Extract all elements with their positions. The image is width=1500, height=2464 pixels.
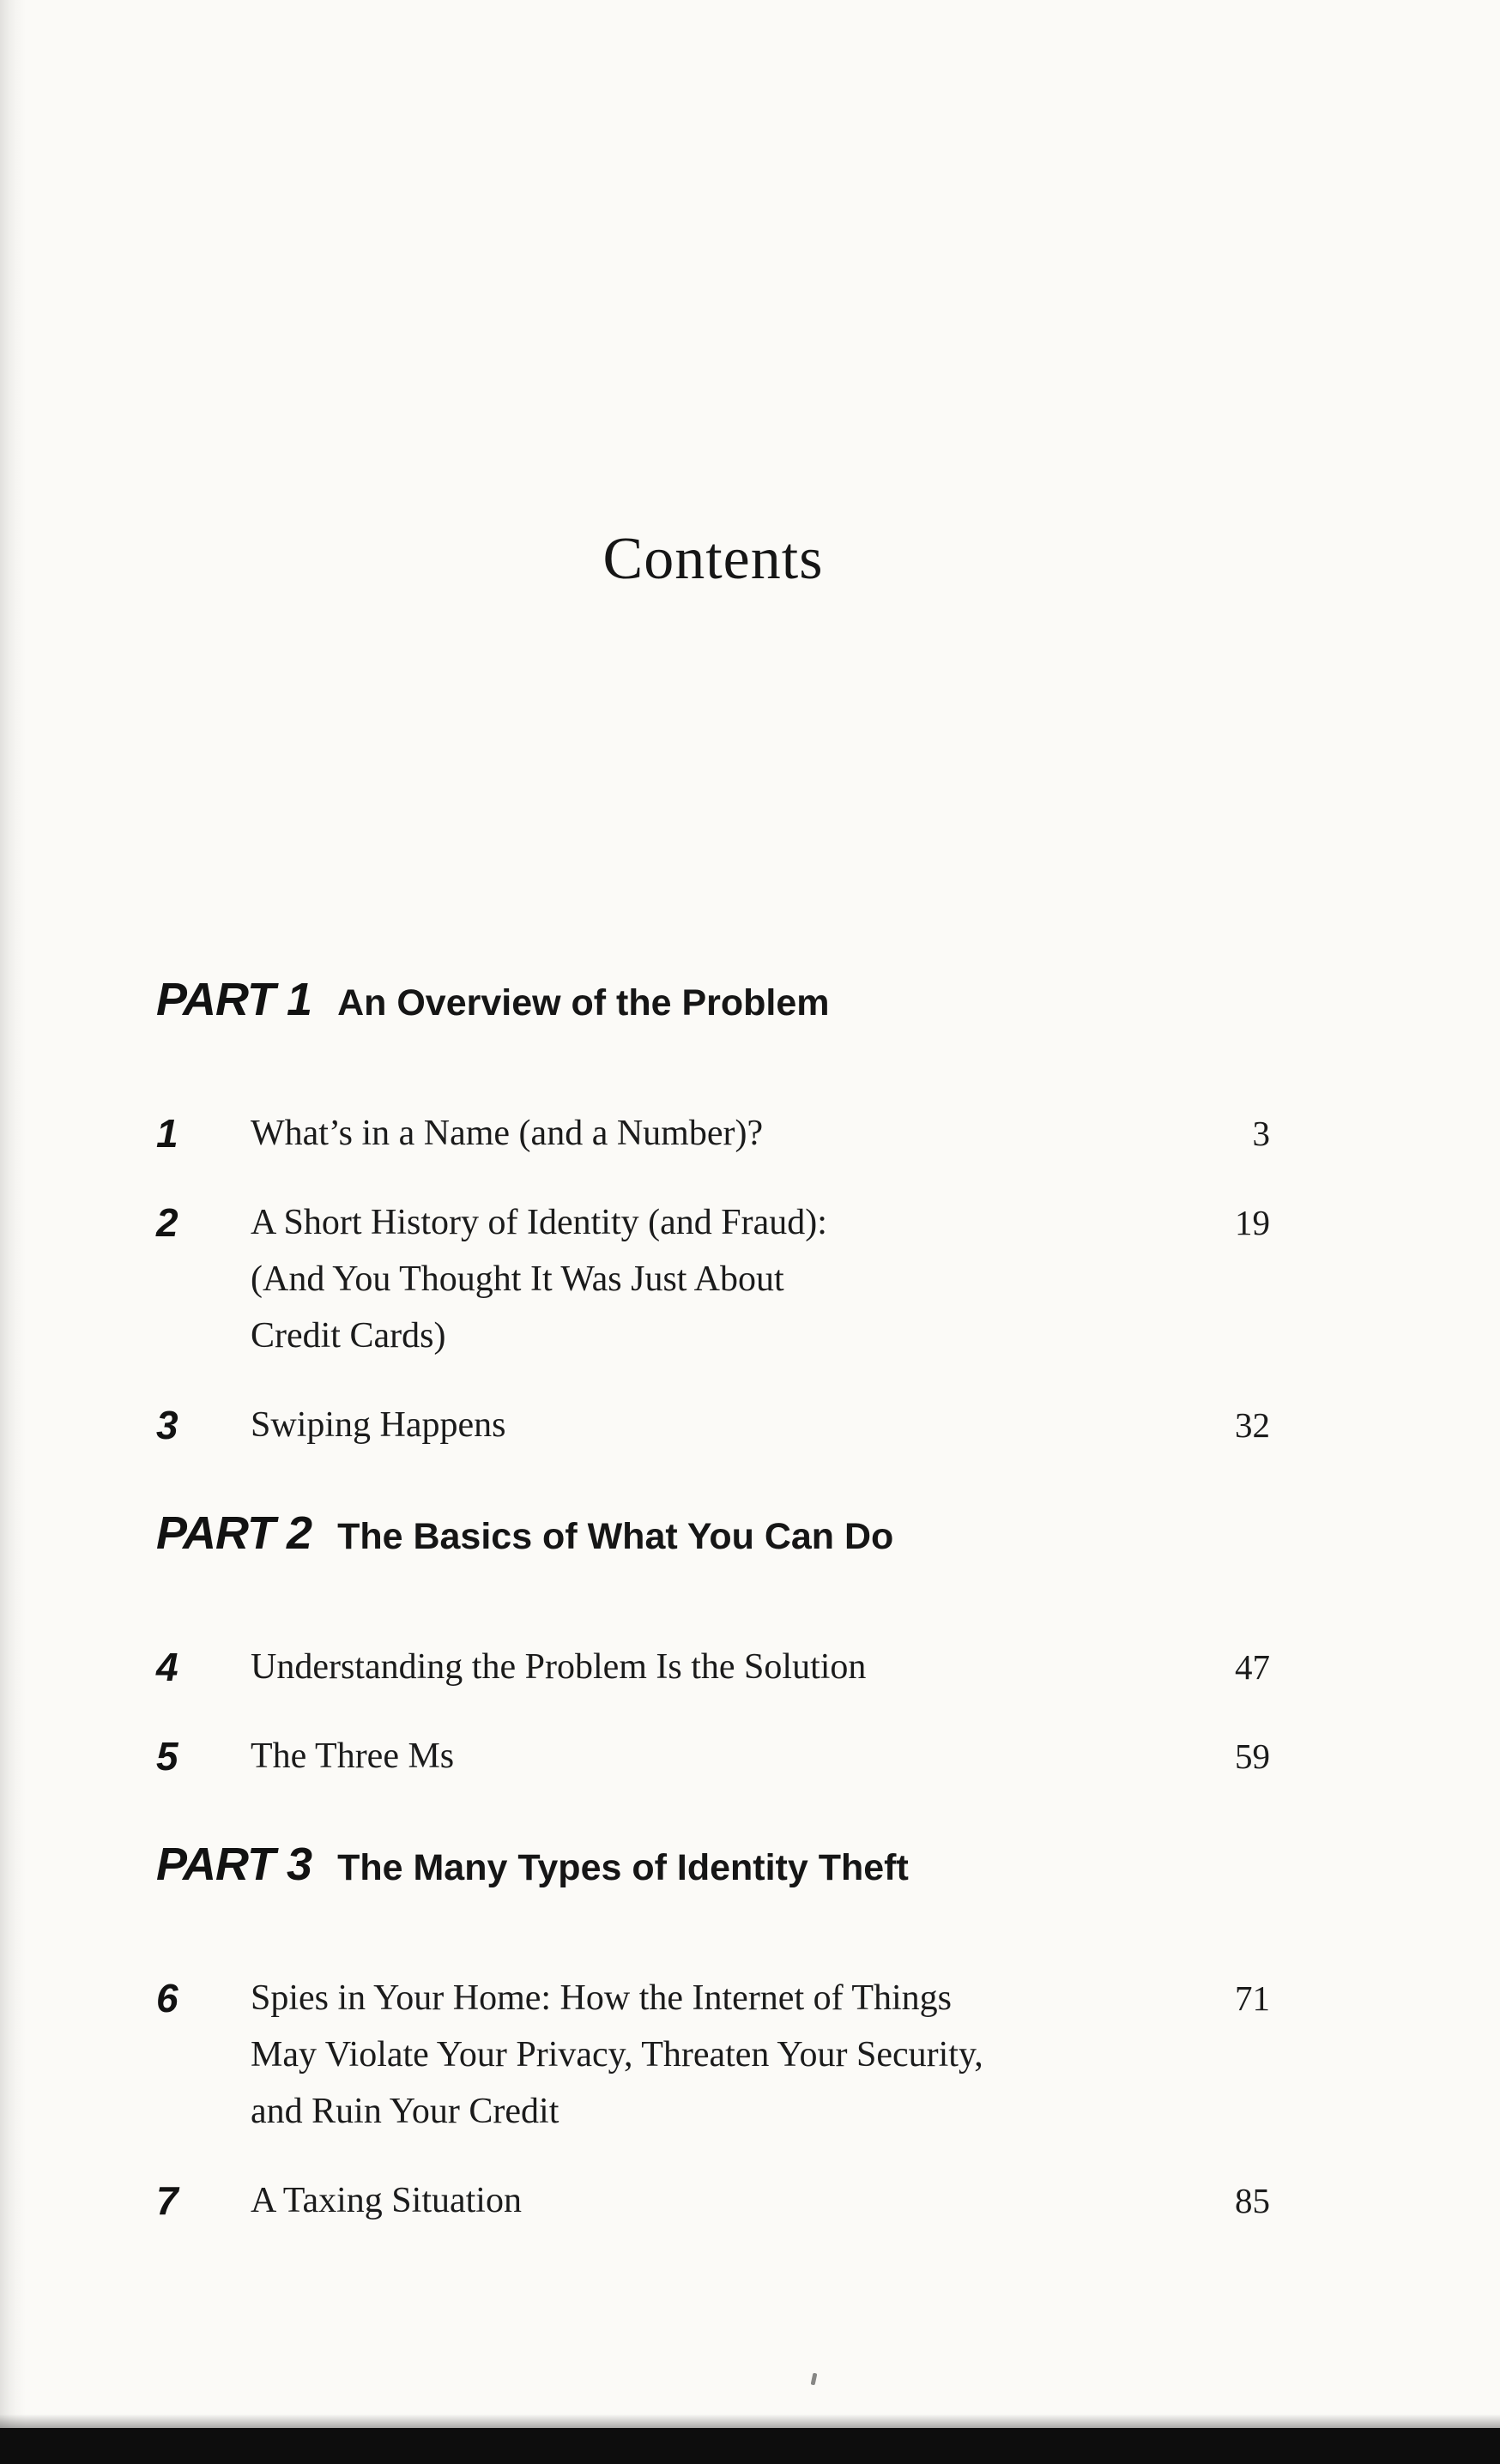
page-number: 19: [1235, 1203, 1270, 1242]
chapter-title: [251, 1194, 1201, 1364]
chapter-title-line: (And You Thought It Was Just About: [251, 1259, 784, 1299]
part-title: The Basics of What You Can Do: [337, 1516, 894, 1557]
chapter-title: [251, 1970, 1201, 2140]
chapter-title-line: The Three Ms: [251, 1736, 455, 1776]
chapter-number: 3: [156, 1403, 178, 1447]
chapter-row: [156, 1105, 1270, 1162]
part-label: PART 2: [156, 1507, 312, 1559]
chapter-number: 6: [156, 1976, 178, 2020]
scan-artifact-speck: [811, 2373, 818, 2386]
chapter-title: [251, 1105, 1201, 1162]
chapter-row: [156, 1639, 1270, 1695]
part-title: An Overview of the Problem: [337, 982, 830, 1024]
chapter-title-line: May Violate Your Privacy, Threaten Your Security,: [251, 2035, 983, 2074]
chapter-row: [156, 2172, 1270, 2229]
chapter-title-line: A Short History of Identity (and Fraud):: [251, 1203, 827, 1242]
scan-edge-bottom: [0, 2428, 1500, 2464]
page-number: 3: [1252, 1114, 1270, 1153]
chapter-title-line: Understanding the Problem Is the Solution: [251, 1647, 867, 1687]
chapter-title-line: Spies in Your Home: How the Internet of Things: [251, 1978, 953, 2018]
page-number: 85: [1235, 2181, 1270, 2220]
part-label: PART 3: [156, 1839, 312, 1890]
chapter-title: [251, 1397, 1201, 1453]
part-title: The Many Types of Identity Theft: [337, 1847, 909, 1888]
chapter-row: [156, 1194, 1270, 1364]
chapter-row: [156, 1397, 1270, 1453]
chapter-row: [156, 1970, 1270, 2140]
chapter-title: [251, 1639, 1201, 1695]
chapter-title-line: Swiping Happens: [251, 1405, 506, 1445]
chapter-title: [251, 1728, 1201, 1785]
chapter-number: 7: [156, 2178, 178, 2223]
chapter-number: 1: [156, 1111, 178, 1156]
chapter-number: 4: [156, 1645, 178, 1689]
part-label: PART 1: [156, 974, 312, 1025]
page-number: 47: [1235, 1647, 1270, 1687]
chapter-title: [251, 2172, 1201, 2229]
chapter-row: [156, 1728, 1270, 1785]
page-title: Contents: [602, 526, 824, 592]
page-number: 71: [1235, 1978, 1270, 2018]
chapter-title-line: and Ruin Your Credit: [251, 2092, 559, 2131]
part-heading: [156, 1838, 1270, 1891]
chapter-number: 2: [156, 1200, 178, 1245]
chapter-number: 5: [156, 1734, 178, 1779]
chapter-title-line: Credit Cards): [251, 1316, 446, 1356]
chapter-title-line: What’s in a Name (and a Number)?: [251, 1114, 764, 1153]
chapter-title-line: A Taxing Situation: [251, 2181, 522, 2220]
part-heading: [156, 973, 1270, 1026]
page-number: 32: [1235, 1405, 1270, 1445]
part-heading: [156, 1507, 1270, 1560]
page-number: 59: [1235, 1736, 1270, 1776]
